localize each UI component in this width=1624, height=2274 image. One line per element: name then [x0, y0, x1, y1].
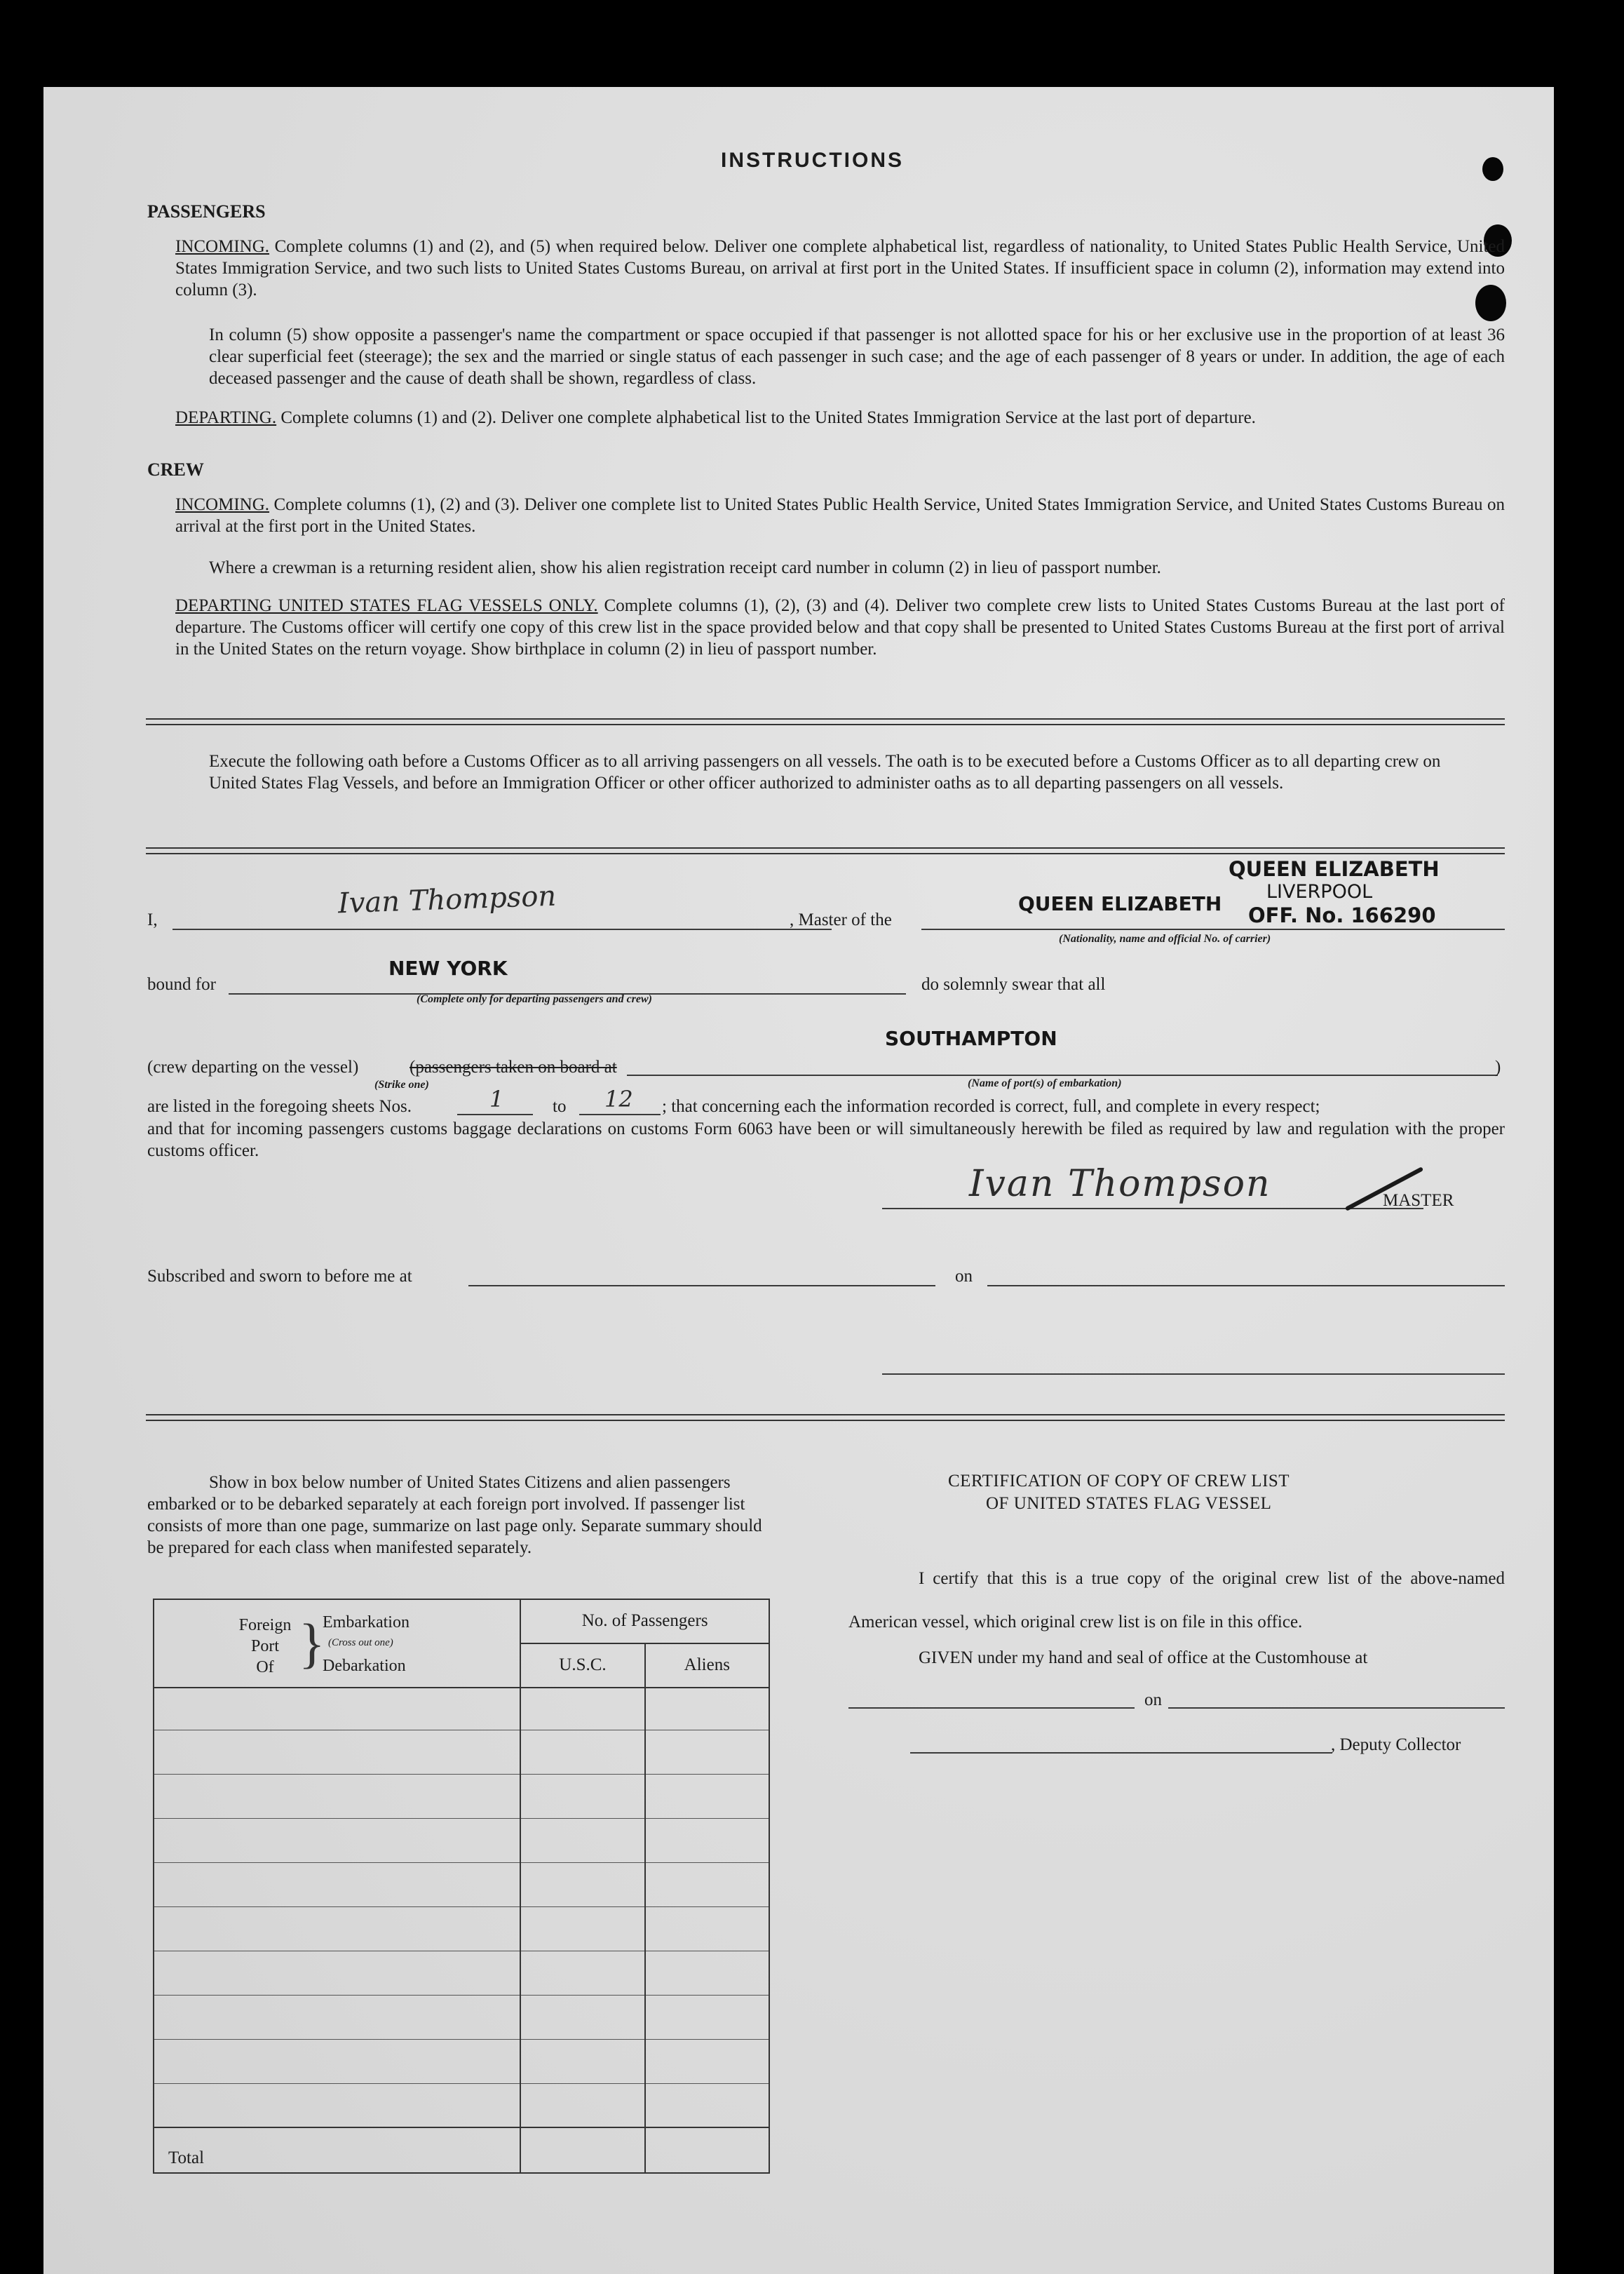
- deputy-collector-label: , Deputy Collector: [1331, 1735, 1461, 1754]
- table-row-aliens: [645, 1688, 769, 1730]
- subscribed-date-line: [987, 1285, 1505, 1286]
- table-row-aliens: [645, 1775, 769, 1819]
- oath-intro-paragraph: Execute the following oath before a Customs Officer as to all arriving passengers on all vessels. The oath is to be executed before a Customs Officer as to all departing crew on United States Flag Vessels, and before an Immigration Officer or other officer authorized to administer oaths as to all departing passengers on all vessels.: [209, 752, 1441, 793]
- oath-i-label: I,: [147, 910, 158, 929]
- passengers-departing-paragraph: [175, 407, 1505, 429]
- section-divider: [146, 1414, 1505, 1421]
- table-row-usc: [520, 1863, 644, 1907]
- table-row-aliens: [645, 1995, 769, 2039]
- table-row-usc: [520, 1730, 644, 1775]
- passengers-incoming-paragraph: [175, 236, 1505, 301]
- sheet-to-line: [579, 1114, 661, 1115]
- punch-hole: [1482, 157, 1503, 181]
- table-row-usc: [520, 1951, 644, 1995]
- section-divider: [146, 847, 1505, 854]
- subscribed-place-line: [468, 1285, 935, 1286]
- customhouse-line: [848, 1707, 1135, 1709]
- summary-instructions: Show in box below number of United States Citizens and alien passengers embarked or to be debarked separately at each foreign port involved. If passenger list consists of more than one page, summarize on last page only. Separate summary should be prepared for each class when manifested separately.: [147, 1473, 762, 1557]
- listed-label: are listed in the foregoing sheets Nos.: [147, 1097, 412, 1116]
- master-name-signature: Ivan Thompson: [337, 880, 557, 920]
- table-row-aliens: [645, 2039, 769, 2083]
- crew-incoming-text: Complete columns (1), (2) and (3). Deliver one complete list to United States Public Health Service, United States Immigration Service, and United States Customs Bureau on arrival at the first port in the United States.: [175, 495, 1505, 536]
- header-crossout: (Cross out one): [328, 1636, 393, 1648]
- table-row-port: [154, 2083, 520, 2127]
- vessel-stamp-line2: LIVERPOOL: [1266, 881, 1373, 903]
- port-line: [627, 1075, 1498, 1076]
- table-row-port: [154, 1730, 520, 1775]
- crew-departing-label: DEPARTING UNITED STATES FLAG VESSELS ONLY.: [175, 596, 598, 615]
- page-title: INSTRUCTIONS: [721, 149, 904, 172]
- brace-glyph: }: [299, 1612, 325, 1674]
- crew-departing-text: Complete columns (1), (2), (3) and (4). Deliver two complete crew lists to United States Customs Bureau at the last port of departure. The Customs officer will certify one copy of this crew list in the space provided below and that copy shall be presented to United States Customs Bureau at the first port of arrival in the United States on the return voyage. Show birthplace in column (2) in lieu of passport number.: [175, 596, 1505, 659]
- certification-title-1: CERTIFICATION OF COPY OF CREW LIST: [948, 1472, 1290, 1491]
- crew-departing-paragraph: [175, 595, 1505, 660]
- table-row-port: [154, 1906, 520, 1951]
- passengers-departing-label: DEPARTING.: [175, 408, 277, 427]
- passengers-header-cell: No. of Passengers: [520, 1599, 769, 1643]
- listed-rest: ; that concerning each the information recorded is correct, full, and complete in every respect;: [662, 1097, 1320, 1116]
- vessel-name: QUEEN ELIZABETH: [1018, 892, 1222, 915]
- subscribed-label: Subscribed and sworn to before me at: [147, 1267, 412, 1286]
- embarkation-port: SOUTHAMPTON: [885, 1027, 1057, 1050]
- passengers-departing-text: Complete columns (1) and (2). Deliver one complete alphabetical list to the United States Immigration Service at the last port of departure.: [276, 408, 1256, 427]
- master-signature: Ivan Thompson: [969, 1163, 1271, 1205]
- crew-returning-paragraph: Where a crewman is a returning resident alien, show his alien registration receipt card number in column (2) in lieu of passport number.: [209, 558, 1161, 577]
- table-row-port: [154, 1995, 520, 2039]
- total-aliens-cell: [645, 2127, 769, 2173]
- crew-departing-option: (crew departing on the vessel): [147, 1058, 359, 1077]
- passengers-incoming-label: INCOMING.: [175, 237, 270, 256]
- table-row-aliens: [645, 1863, 769, 1907]
- given-text: GIVEN under my hand and seal of office at the Customhouse at: [919, 1648, 1368, 1667]
- certification-date-line: [1168, 1707, 1505, 1709]
- deputy-signature-line: [910, 1752, 1332, 1754]
- bound-for-label: bound for: [147, 975, 216, 994]
- section-divider: [146, 718, 1505, 725]
- header-foreign: Foreign: [238, 1615, 292, 1634]
- usc-header-cell: U.S.C.: [520, 1643, 644, 1688]
- table-row-usc: [520, 1775, 644, 1819]
- subscribed-on-label: on: [955, 1267, 973, 1286]
- close-paren: ): [1495, 1058, 1501, 1077]
- table-row-usc: [520, 1688, 644, 1730]
- master-signature-line: [882, 1208, 1423, 1209]
- header-port: Port: [250, 1636, 279, 1655]
- passengers-heading: PASSENGERS: [147, 201, 266, 222]
- swear-label: do solemnly swear that all: [921, 975, 1106, 994]
- passengers-incoming-text: Complete columns (1) and (2), and (5) when required below. Deliver one complete alphabetical list, regardless of nationality, to United States Public Health Service, United States Immigration Service, and two such lists to United States Customs Bureau, on arrival at first port in the United States. If insufficient space in column (2), information may extend into column (3).: [175, 237, 1505, 300]
- table-row-usc: [520, 1995, 644, 2039]
- officer-signature-line: [882, 1373, 1505, 1375]
- port-header-cell: [154, 1599, 520, 1688]
- listed-paragraph: and that for incoming passengers customs baggage declarations on customs Form 6063 have been or will simultaneously herewith be filed as required by law and regulation with the proper customs officer.: [147, 1119, 1505, 1160]
- vessel-stamp-line1: QUEEN ELIZABETH: [1229, 857, 1440, 881]
- document-page: [43, 87, 1554, 2274]
- passenger-summary-table: [153, 1599, 770, 2174]
- bound-for-caption: (Complete only for departing passengers and crew): [417, 993, 652, 1005]
- table-row-aliens: [645, 1951, 769, 1995]
- table-row-usc: [520, 2083, 644, 2127]
- table-row-aliens: [645, 1906, 769, 1951]
- header-embarkation: Embarkation: [323, 1613, 410, 1632]
- table-row-port: [154, 1775, 520, 1819]
- table-row-usc: [520, 1819, 644, 1863]
- table-row-port: [154, 2039, 520, 2083]
- vessel-line: [921, 929, 1505, 930]
- crew-incoming-paragraph: [175, 494, 1505, 537]
- total-usc-cell: [520, 2127, 644, 2173]
- table-row-aliens: [645, 1730, 769, 1775]
- strike-one-caption: (Strike one): [374, 1079, 429, 1091]
- total-label-cell: Total: [154, 2127, 520, 2173]
- header-of: Of: [256, 1657, 274, 1676]
- sheet-from-line: [457, 1114, 533, 1115]
- name-line: [172, 929, 832, 930]
- table-row-usc: [520, 1906, 644, 1951]
- certify-paragraph: I certify that this is a true copy of the original crew list of the above-named American vessel, which original crew list is on file in this office.: [848, 1569, 1505, 1632]
- master-of-label: , Master of the: [790, 910, 892, 929]
- crew-heading: CREW: [147, 459, 204, 480]
- sheet-to-value: 12: [604, 1086, 633, 1112]
- master-label: MASTER: [1383, 1191, 1454, 1210]
- table-row-port: [154, 1819, 520, 1863]
- vessel-stamp-line3: OFF. No. 166290: [1248, 903, 1436, 927]
- to-label: to: [553, 1097, 567, 1116]
- sheet-from-value: 1: [489, 1086, 504, 1112]
- table-row-port: [154, 1863, 520, 1907]
- table-row-aliens: [645, 1819, 769, 1863]
- crew-incoming-label: INCOMING.: [175, 495, 270, 514]
- aliens-header-cell: Aliens: [645, 1643, 769, 1688]
- certification-on-label: on: [1144, 1690, 1162, 1709]
- table-row-usc: [520, 2039, 644, 2083]
- bound-for-value: NEW YORK: [388, 957, 508, 980]
- port-caption: (Name of port(s) of embarkation): [968, 1077, 1122, 1089]
- table-row-aliens: [645, 2083, 769, 2127]
- table-row-port: [154, 1951, 520, 1995]
- vessel-caption: (Nationality, name and official No. of carrier): [1059, 933, 1271, 945]
- certification-title-2: OF UNITED STATES FLAG VESSEL: [986, 1494, 1272, 1513]
- header-debarkation: Debarkation: [323, 1656, 406, 1675]
- passengers-option-struck: (passengers taken on board at: [410, 1058, 617, 1077]
- passengers-column5-paragraph: In column (5) show opposite a passenger's name the compartment or space occupied if that passenger is not allotted space for his or her exclusive use in the proportion of at least 36 clear superficial feet (steerage); the sex and the married or single status of each passenger in such case; and the age of each passenger of 8 years or under. In addition, the age of each deceased passenger and the cause of death shall be shown, regardless of class.: [209, 325, 1505, 388]
- table-row-port: [154, 1688, 520, 1730]
